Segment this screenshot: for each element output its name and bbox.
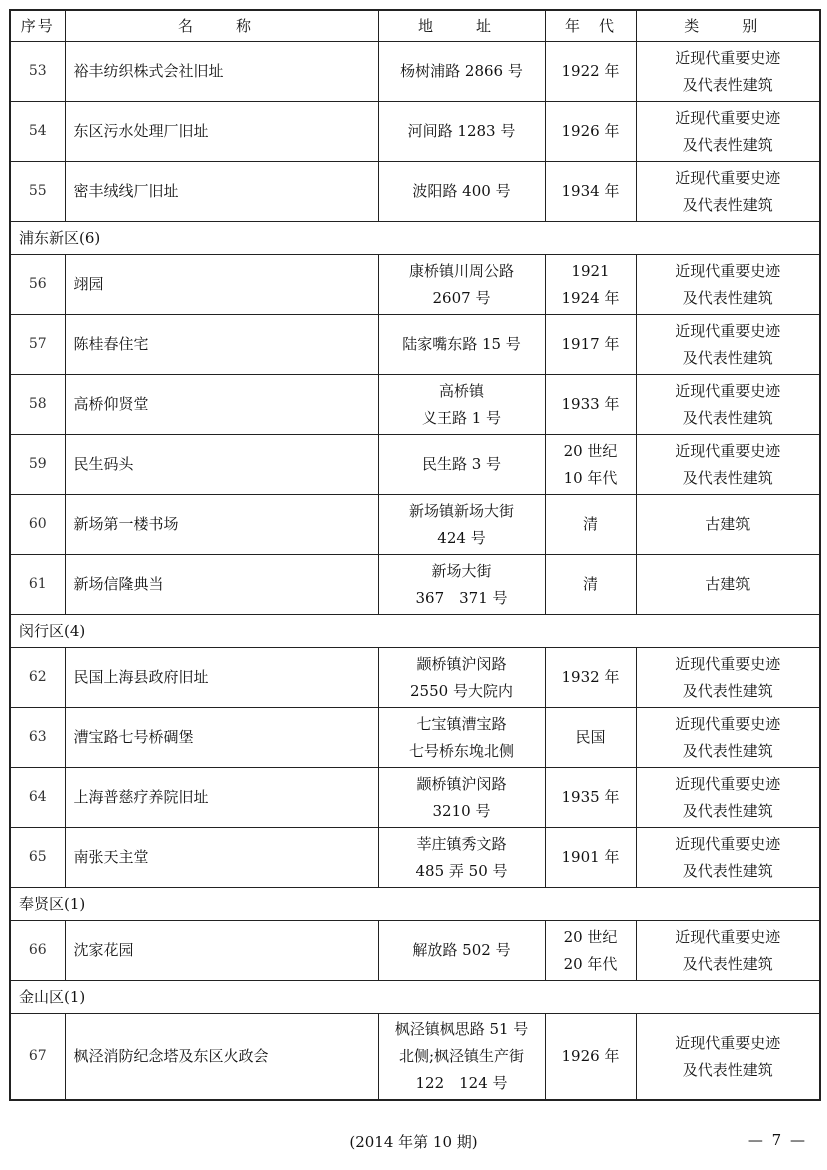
cell-address-line: 颛桥镇沪闵路 [416,654,507,673]
cell-year [545,102,636,162]
cell-category-line: 近现代重要史迹 [675,774,781,793]
cell-category-line: 及代表性建筑 [682,195,773,214]
page-number: — 7 — [747,1131,807,1149]
cell-name: 沈家花园 [65,921,378,981]
cell-address-line: 解放路 502 号 [412,941,511,959]
cell-name: 漕宝路七号桥碉堡 [65,708,378,768]
table-row [10,828,820,888]
cell-year-line: 1922 年 [561,62,620,80]
cell-category [636,1014,820,1101]
cell-category-line: 近现代重要史迹 [675,441,781,460]
cell-category [636,315,820,375]
cell-year-line: 20 年代 [563,954,618,973]
table-row [10,375,820,435]
cell-no: 54 [10,102,65,162]
cell-category-line: 近现代重要史迹 [675,654,781,673]
district-label: 金山区(1) [10,981,820,1014]
cell-no: 61 [10,555,65,615]
cell-address-line: 七号桥东堍北侧 [408,741,514,760]
cell-address [378,315,545,375]
cell-category-line: 及代表性建筑 [682,741,773,760]
cell-no: 63 [10,708,65,768]
cell-address-line: 枫泾镇枫思路 51 号 [394,1020,529,1038]
issue-label: (2014 年第 10 期) [349,1133,478,1151]
cell-year-line: 清 [582,515,598,533]
cell-address-line: 康桥镇川周公路 [408,261,514,280]
cell-year-line: 1933 年 [561,395,620,413]
cell-category-line: 近现代重要史迹 [675,381,781,400]
cell-address [378,555,545,615]
cell-year-line: 1901 年 [561,848,620,866]
cell-year-line: 10 年代 [563,468,618,487]
cell-no: 62 [10,648,65,708]
table-row [10,708,820,768]
cell-no: 60 [10,495,65,555]
cell-category [636,828,820,888]
cell-address-line: 北侧;枫泾镇生产街 [398,1047,525,1065]
cell-name: 陈桂春住宅 [65,315,378,375]
cell-category [636,255,820,315]
cell-address [378,1014,545,1101]
cell-address [378,255,545,315]
table-row [10,921,820,981]
header-row [10,10,820,42]
cell-category [636,921,820,981]
cell-address-line: 424 号 [437,528,486,547]
cell-no: 57 [10,315,65,375]
cell-name: 东区污水处理厂旧址 [65,102,378,162]
cell-year [545,375,636,435]
header-category: 类 别 [636,10,820,42]
cell-name: 新场信隆典当 [65,555,378,615]
cell-no: 59 [10,435,65,495]
cell-address-line: 高桥镇 [438,381,484,400]
cell-category-line: 及代表性建筑 [682,135,773,154]
cell-year [545,555,636,615]
cell-address-line: 2607 号 [432,288,491,307]
cell-category-line: 近现代重要史迹 [675,108,781,127]
table-row [10,435,820,495]
cell-year [545,42,636,102]
cell-category-line: 及代表性建筑 [682,954,773,973]
cell-no: 53 [10,42,65,102]
cell-address-line: 新场镇新场大街 [408,501,514,520]
table-row [10,42,820,102]
cell-no: 65 [10,828,65,888]
cell-category [636,555,820,615]
cell-address [378,435,545,495]
cell-name: 密丰绒线厂旧址 [65,162,378,222]
cell-category-line: 近现代重要史迹 [675,1033,781,1052]
cell-category [636,495,820,555]
table-body [10,42,820,1101]
cell-address [378,708,545,768]
cell-year-line: 民国 [575,728,606,746]
cell-address-line: 义王路 1 号 [421,408,502,427]
cell-category [636,648,820,708]
table-row [10,768,820,828]
cell-address [378,495,545,555]
cell-year-line: 1926 年 [561,1047,620,1065]
table-row [10,255,820,315]
cell-year [545,708,636,768]
cell-address-line: 367 371 号 [415,588,508,607]
cell-address-line: 122 124 号 [415,1074,508,1092]
cell-year [545,315,636,375]
cell-category [636,768,820,828]
cell-category-line: 及代表性建筑 [682,861,773,880]
table-row [10,1014,820,1101]
cell-address-line: 莘庄镇秀文路 [416,834,507,853]
cell-category-line: 近现代重要史迹 [675,168,781,187]
district-label: 浦东新区(6) [10,222,820,255]
cell-name: 翊园 [65,255,378,315]
cell-year-line: 清 [582,575,598,593]
header-name: 名 称 [65,10,378,42]
cell-category [636,102,820,162]
cell-category-line: 及代表性建筑 [682,75,773,94]
cell-category-line: 及代表性建筑 [682,1060,773,1079]
cell-year [545,921,636,981]
table-row [10,162,820,222]
cell-address-line: 颛桥镇沪闵路 [416,774,507,793]
district-row [10,981,820,1014]
cell-year [545,495,636,555]
cell-address-line: 新场大街 [431,561,492,580]
cell-category-line: 古建筑 [705,575,751,593]
cell-name: 民国上海县政府旧址 [65,648,378,708]
cell-year-line: 1935 年 [561,788,620,806]
cell-category [636,375,820,435]
cell-category-line: 近现代重要史迹 [675,321,781,340]
table-row [10,315,820,375]
district-label: 闵行区(4) [10,615,820,648]
cell-year [545,1014,636,1101]
cell-name: 民生码头 [65,435,378,495]
cell-category-line: 及代表性建筑 [682,801,773,820]
cell-address-line: 3210 号 [432,801,491,820]
cell-address-line: 杨树浦路 2866 号 [400,62,523,80]
cell-category [636,42,820,102]
cell-category-line: 及代表性建筑 [682,348,773,367]
cell-no: 67 [10,1014,65,1101]
cell-category [636,435,820,495]
cell-year [545,255,636,315]
cell-address [378,375,545,435]
cell-name: 高桥仰贤堂 [65,375,378,435]
cell-year [545,435,636,495]
cell-year-line: 1917 年 [561,335,620,353]
cell-no: 64 [10,768,65,828]
cell-name: 新场第一楼书场 [65,495,378,555]
cell-name: 裕丰纺织株式会社旧址 [65,42,378,102]
cell-address-line: 2550 号大院内 [410,681,513,700]
cell-address [378,42,545,102]
district-row [10,222,820,255]
cell-address [378,768,545,828]
heritage-table [9,9,821,1101]
header-address: 地 址 [378,10,545,42]
cell-no: 56 [10,255,65,315]
header-year: 年 代 [545,10,636,42]
cell-address [378,828,545,888]
cell-name: 南张天主堂 [65,828,378,888]
cell-address [378,102,545,162]
cell-no: 58 [10,375,65,435]
cell-category-line: 及代表性建筑 [682,408,773,427]
cell-address-line: 陆家嘴东路 15 号 [402,335,521,353]
cell-name: 枫泾消防纪念塔及东区火政会 [65,1014,378,1101]
cell-year-line: 20 世纪 [563,927,618,946]
cell-category-line: 及代表性建筑 [682,681,773,700]
cell-address-line: 河间路 1283 号 [407,122,516,140]
cell-category-line: 近现代重要史迹 [675,834,781,853]
cell-year-line: 1926 年 [561,122,620,140]
header-no: 序号 [10,10,65,42]
cell-name: 上海普慈疗养院旧址 [65,768,378,828]
table-row [10,555,820,615]
cell-address-line: 485 弄 50 号 [415,861,508,880]
cell-year [545,768,636,828]
cell-category-line: 及代表性建筑 [682,468,773,487]
cell-address [378,162,545,222]
district-label: 奉贤区(1) [10,888,820,921]
cell-category-line: 近现代重要史迹 [675,261,781,280]
cell-category-line: 古建筑 [705,515,751,533]
cell-category [636,162,820,222]
cell-category [636,708,820,768]
cell-address [378,921,545,981]
district-row [10,615,820,648]
cell-year-line: 20 世纪 [563,441,618,460]
table-row [10,495,820,555]
cell-no: 55 [10,162,65,222]
cell-category-line: 及代表性建筑 [682,288,773,307]
cell-year-line: 1924 年 [561,288,620,307]
cell-year-line: 1921 [571,261,610,280]
cell-address-line: 波阳路 400 号 [412,182,511,200]
cell-year [545,648,636,708]
cell-year-line: 1934 年 [561,182,620,200]
table-row [10,648,820,708]
cell-year [545,828,636,888]
cell-address-line: 七宝镇漕宝路 [416,714,507,733]
cell-year-line: 1932 年 [561,668,620,686]
cell-address-line: 民生路 3 号 [421,455,502,473]
table-row [10,102,820,162]
cell-no: 66 [10,921,65,981]
district-row [10,888,820,921]
cell-year [545,162,636,222]
cell-category-line: 近现代重要史迹 [675,714,781,733]
cell-category-line: 近现代重要史迹 [675,48,781,67]
cell-category-line: 近现代重要史迹 [675,927,781,946]
cell-address [378,648,545,708]
